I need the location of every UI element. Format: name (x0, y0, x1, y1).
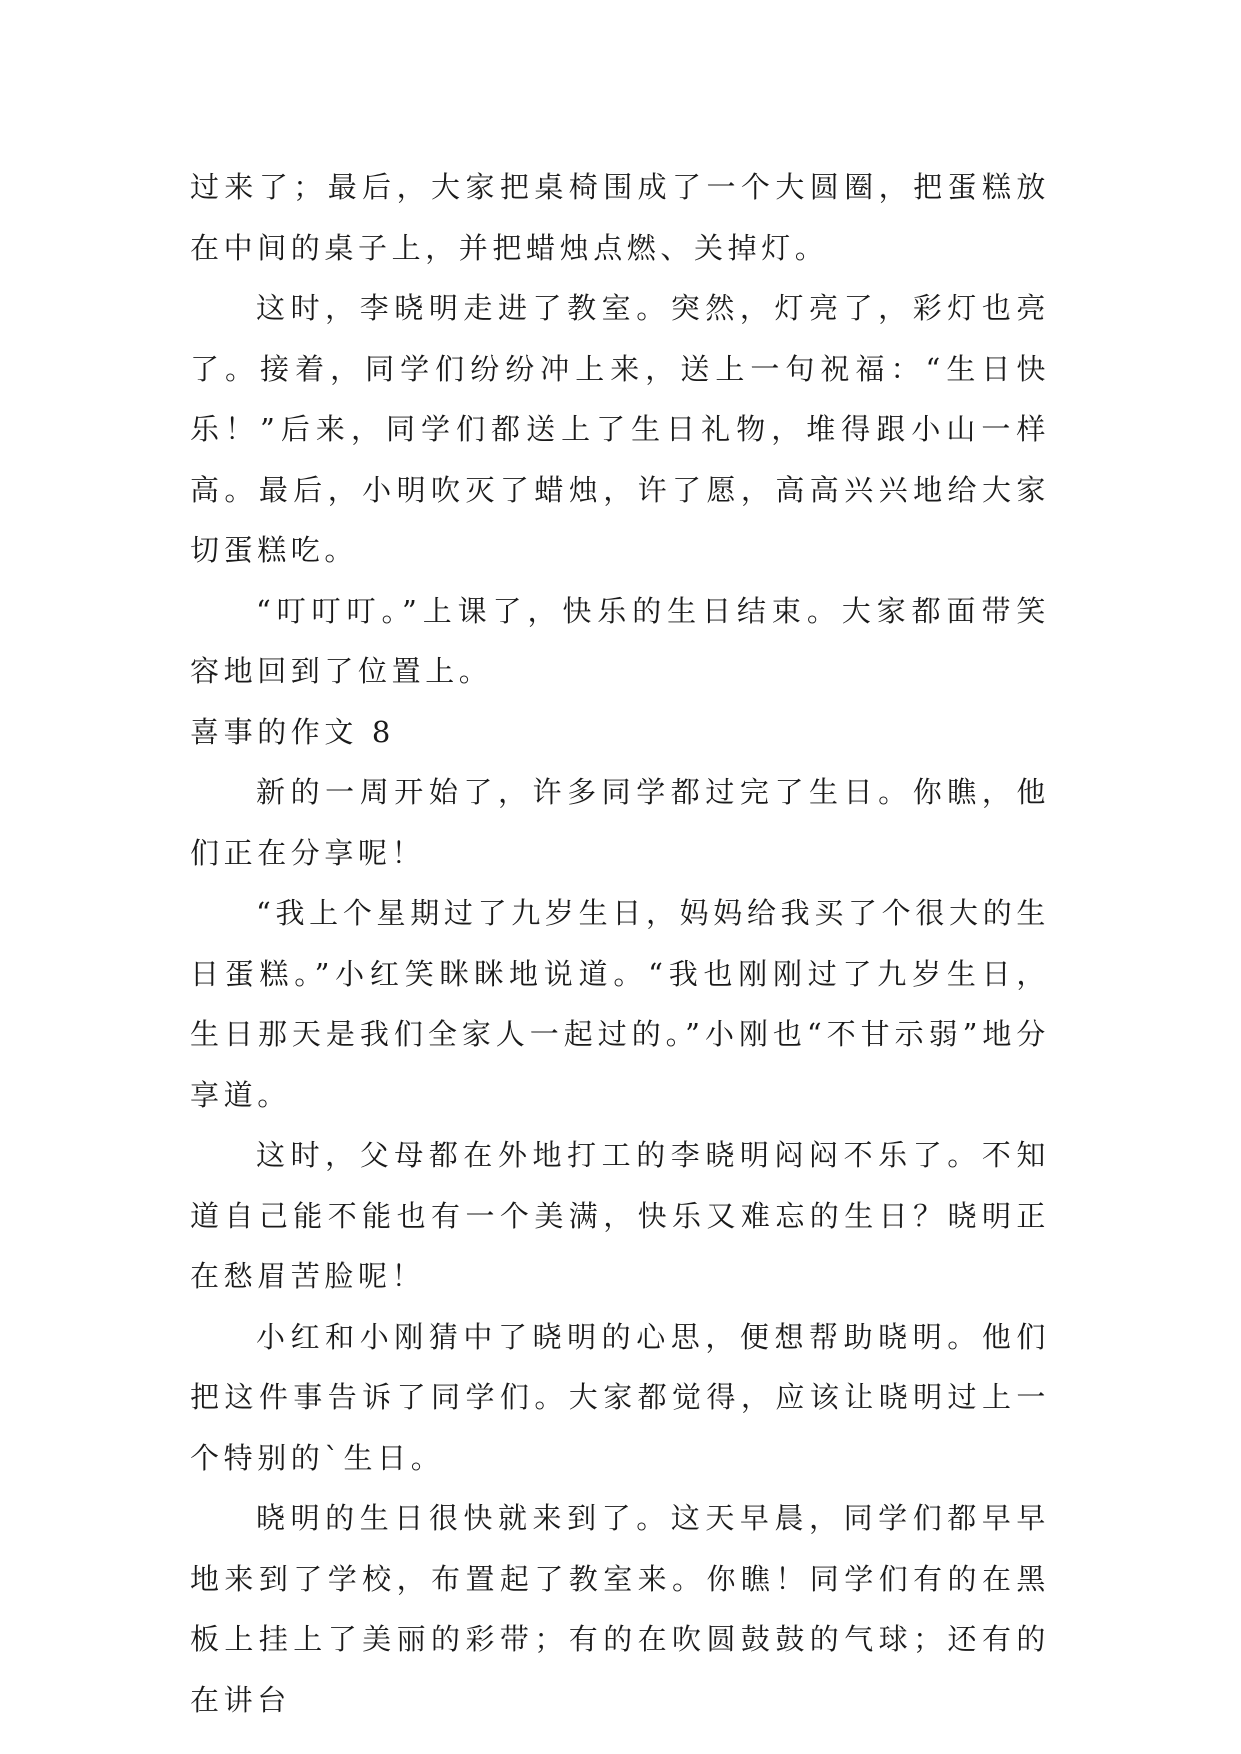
paragraph-continuation: 过来了；最后，大家把桌椅围成了一个大圆圈，把蛋糕放在中间的桌子上，并把蜡烛点燃、关掉灯。 (190, 170, 1050, 265)
paragraph: 新的一周开始了，许多同学都过完了生日。你瞧，他们正在分享呢！ (190, 775, 1050, 870)
paragraph: 这时，父母都在外地打工的李晓明闷闷不乐了。不知道自己能不能也有一个美满，快乐又难忘的生日？晓明正在愁眉苦脸呢！ (190, 1138, 1050, 1293)
paragraph: “叮叮叮。”上课了，快乐的生日结束。大家都面带笑容地回到了位置上。 (190, 593, 1050, 688)
essay-heading: 喜事的作文 8 (190, 714, 395, 749)
paragraph: 这时，李晓明走进了教室。突然，灯亮了，彩灯也亮了。接着，同学们纷纷冲上来，送上一句祝福：“生日快乐！”后来，同学们都送上了生日礼物，堆得跟小山一样高。最后，小明吹灭了蜡烛，许了愿，高高兴兴地给大家切蛋糕吃。 (190, 291, 1050, 567)
paragraph: 小红和小刚猜中了晓明的心思，便想帮助晓明。他们把这件事告诉了同学们。大家都觉得，应该让晓明过上一个特别的`生日。 (190, 1319, 1050, 1475)
essay-body (190, 157, 1050, 1730)
paragraph: “我上个星期过了九岁生日，妈妈给我买了个很大的生日蛋糕。”小红笑眯眯地说道。“我也刚刚过了九岁生日，生日那天是我们全家人一起过的。”小刚也“不甘示弱”地分享道。 (190, 896, 1050, 1112)
paragraph: 晓明的生日很快就来到了。这天早晨，同学们都早早地来到了学校，布置起了教室来。你瞧！同学们有的在黑板上挂上了美丽的彩带；有的在吹圆鼓鼓的气球；还有的在讲台 (190, 1501, 1050, 1717)
